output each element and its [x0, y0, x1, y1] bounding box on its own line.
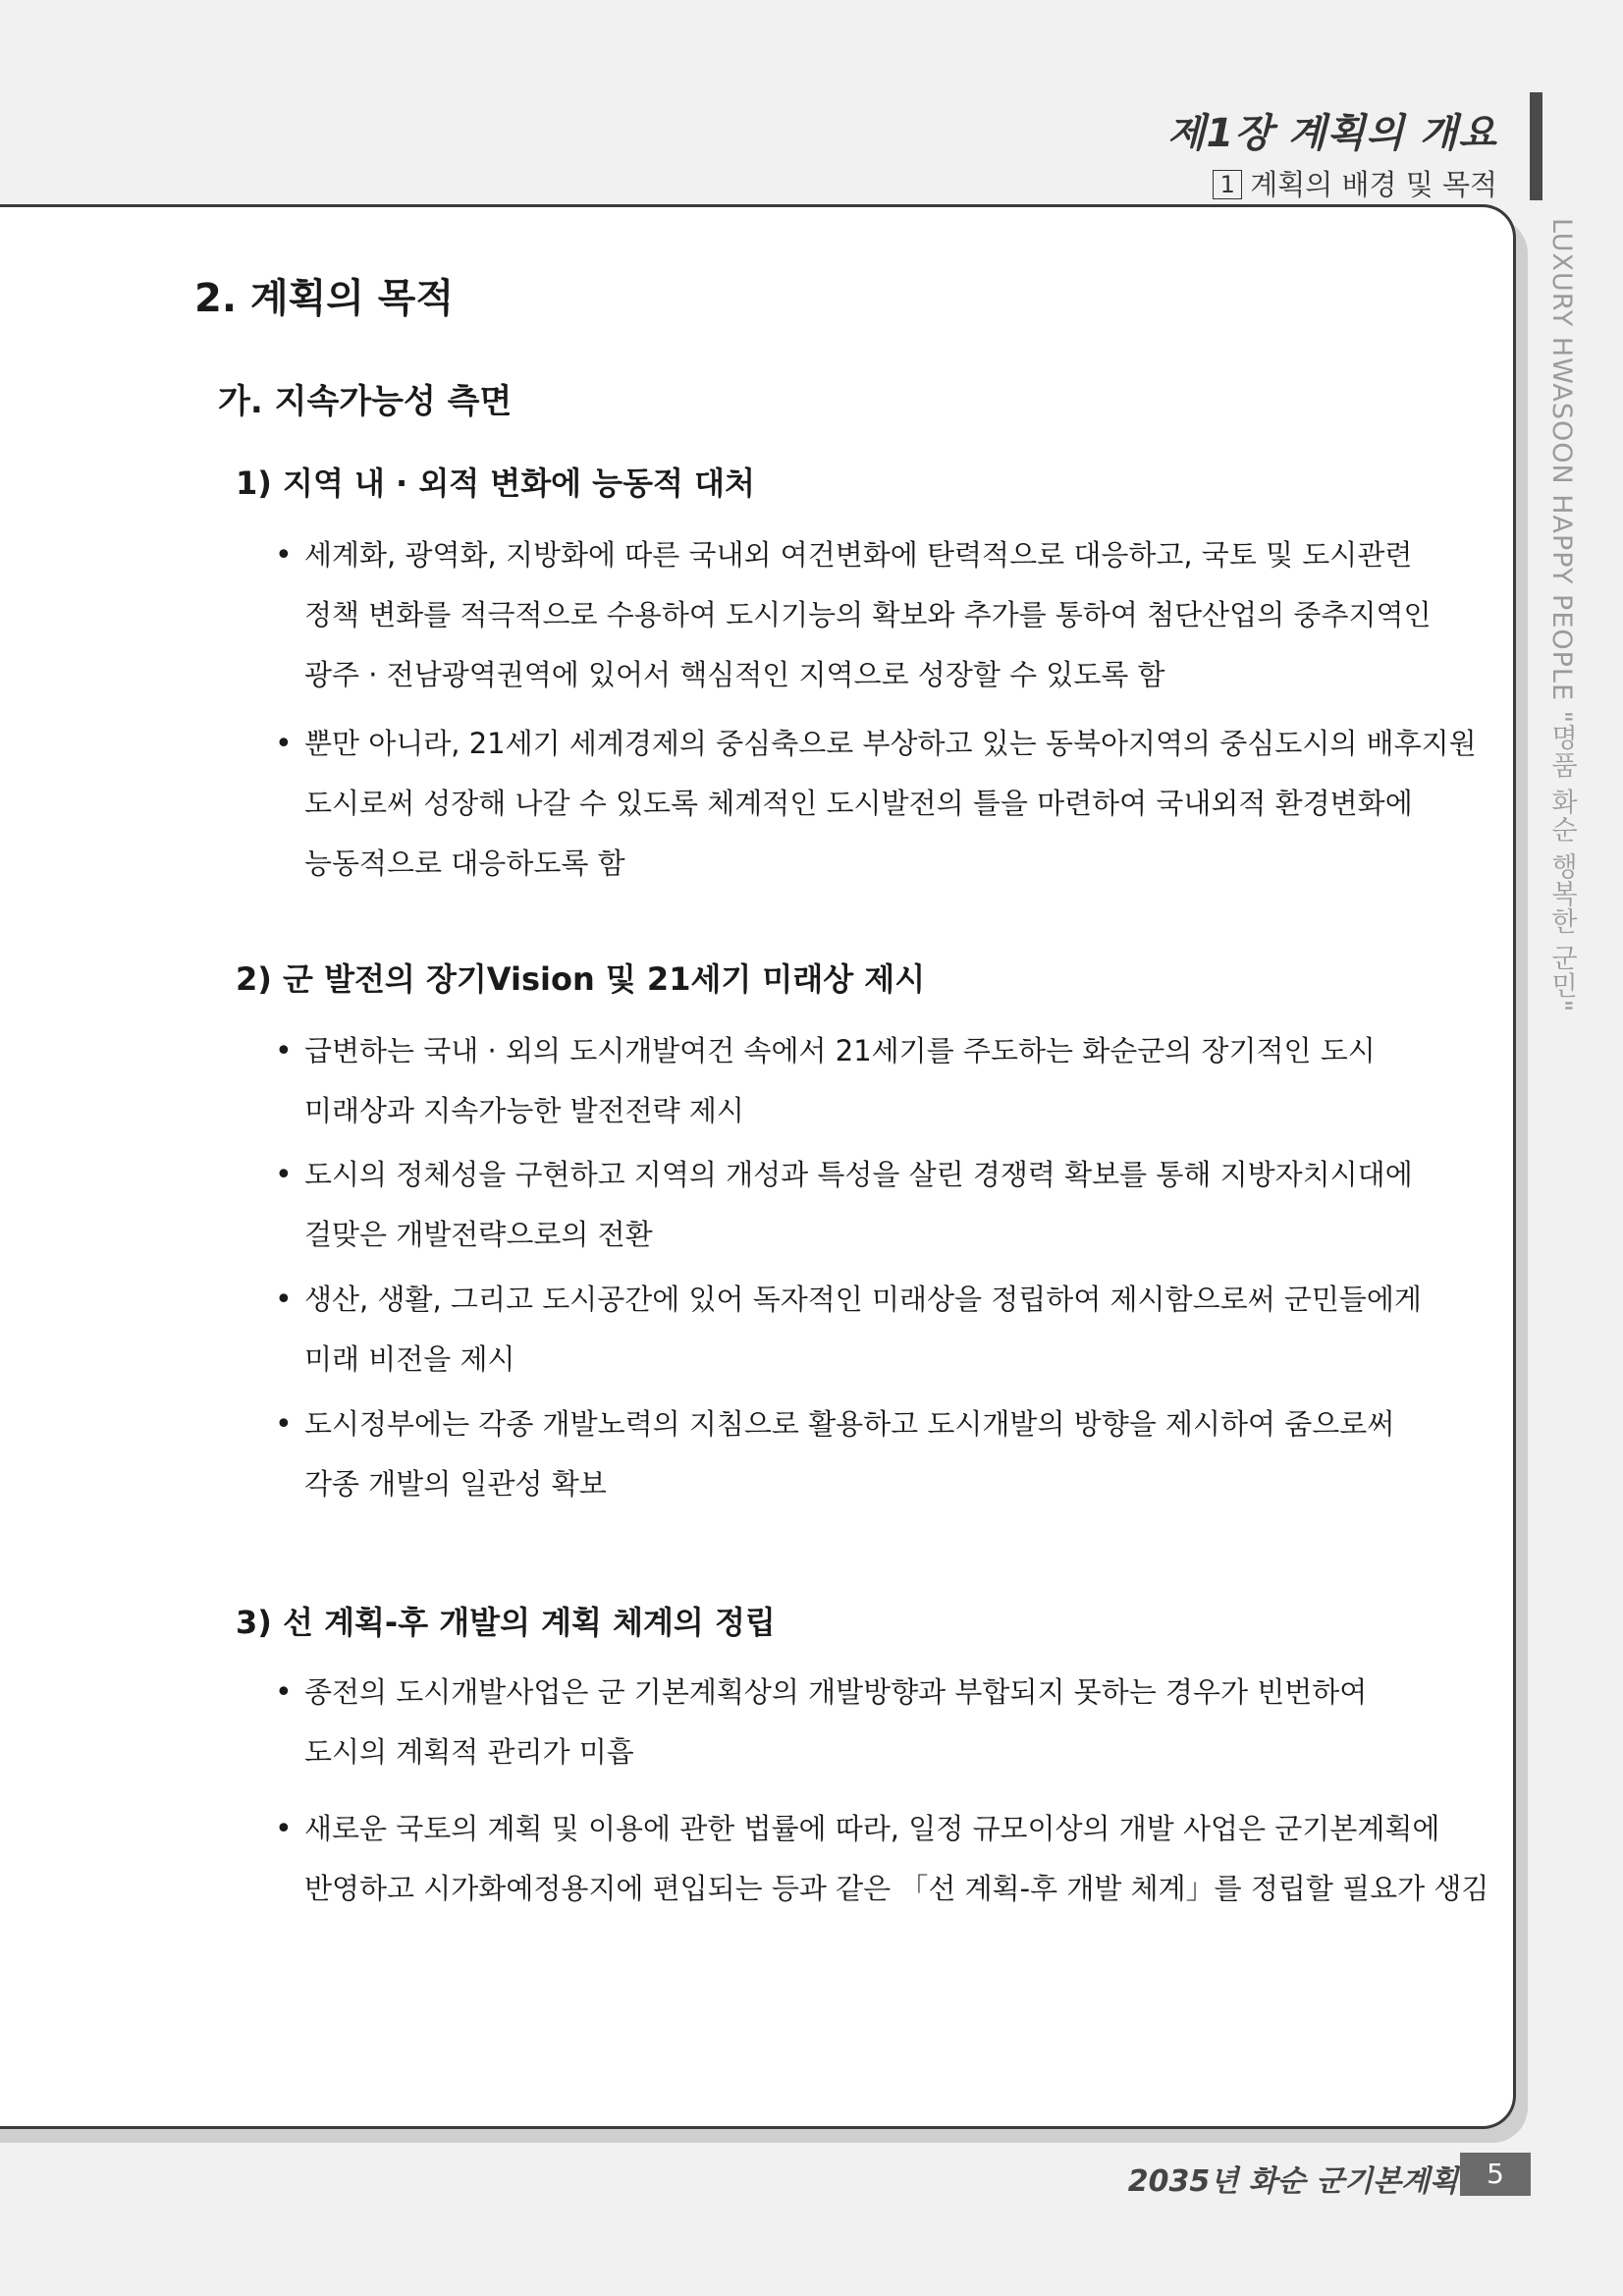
list-item: • 뿐만 아니라, 21세기 세계경제의 중심축으로 부상하고 있는 동북아지역의 중심도시의 배후지원 도시로써 성장해 나갈 수 있도록 체계적인 도시발전의 틀을 마련하여 국내외적 환경변화에 능동적으로 대응하도록 함	[304, 714, 1453, 894]
list-item: • 세계화, 광역화, 지방화에 따른 국내외 여건변화에 탄력적으로 대응하고, 국토 및 도시관련 정책 변화를 적극적으로 수용하여 도시기능의 확보와 추가를 통하여 첨단산업의 중추지역인 광주 · 전남광역권역에 있어서 핵심적인 지역으로 성장할 수 있도록 함	[304, 525, 1453, 705]
subsection-title: 가. 지속가능성 측면	[218, 382, 513, 421]
side-slogan: LUXURY HWASOON HAPPY PEOPLE "명품 화순 행복한 군민"	[1546, 218, 1577, 1013]
chapter-title: 제1장 계획의 개요	[1166, 111, 1497, 156]
item-heading-1: 1) 지역 내 · 외적 변화에 능동적 대처	[236, 465, 755, 502]
list-item: • 도시정부에는 각종 개발노력의 지침으로 활용하고 도시개발의 방향을 제시하여 줌으로써 각종 개발의 일관성 확보	[304, 1394, 1453, 1514]
footer-title: 2035년 화순 군기본계획	[1127, 2164, 1458, 2199]
list-item: • 도시의 정체성을 구현하고 지역의 개성과 특성을 살린 경쟁력 확보를 통해 지방자치시대에 걸맞은 개발전략으로의 전환	[304, 1145, 1453, 1265]
item-heading-2: 2) 군 발전의 장기Vision 및 21세기 미래상 제시	[236, 960, 926, 998]
page-number: 5	[1460, 2153, 1531, 2196]
section-number-box: 1	[1213, 170, 1242, 199]
list-item: • 종전의 도시개발사업은 군 기본계획상의 개발방향과 부합되지 못하는 경우가 빈번하여 도시의 계획적 관리가 미흡	[304, 1663, 1453, 1782]
section-title-text: 계획의 배경 및 목적	[1250, 168, 1497, 201]
list-item: • 급변하는 국내 · 외의 도시개발여건 속에서 21세기를 주도하는 화순군의 장기적인 도시 미래상과 지속가능한 발전전략 제시	[304, 1021, 1453, 1141]
list-item: • 생산, 생활, 그리고 도시공간에 있어 독자적인 미래상을 정립하여 제시함으로써 군민들에게 미래 비전을 제시	[304, 1270, 1453, 1390]
list-item: • 새로운 국토의 계획 및 이용에 관한 법률에 따라, 일정 규모이상의 개발 사업은 군기본계획에 반영하고 시가화예정용지에 편입되는 등과 같은 「선 계획-후 개발 체계」를 정립할 필요가 생김	[304, 1799, 1453, 1919]
item-heading-3: 3) 선 계획-후 개발의 계획 체계의 정립	[236, 1604, 776, 1641]
page-title: 2. 계획의 목적	[194, 276, 455, 321]
